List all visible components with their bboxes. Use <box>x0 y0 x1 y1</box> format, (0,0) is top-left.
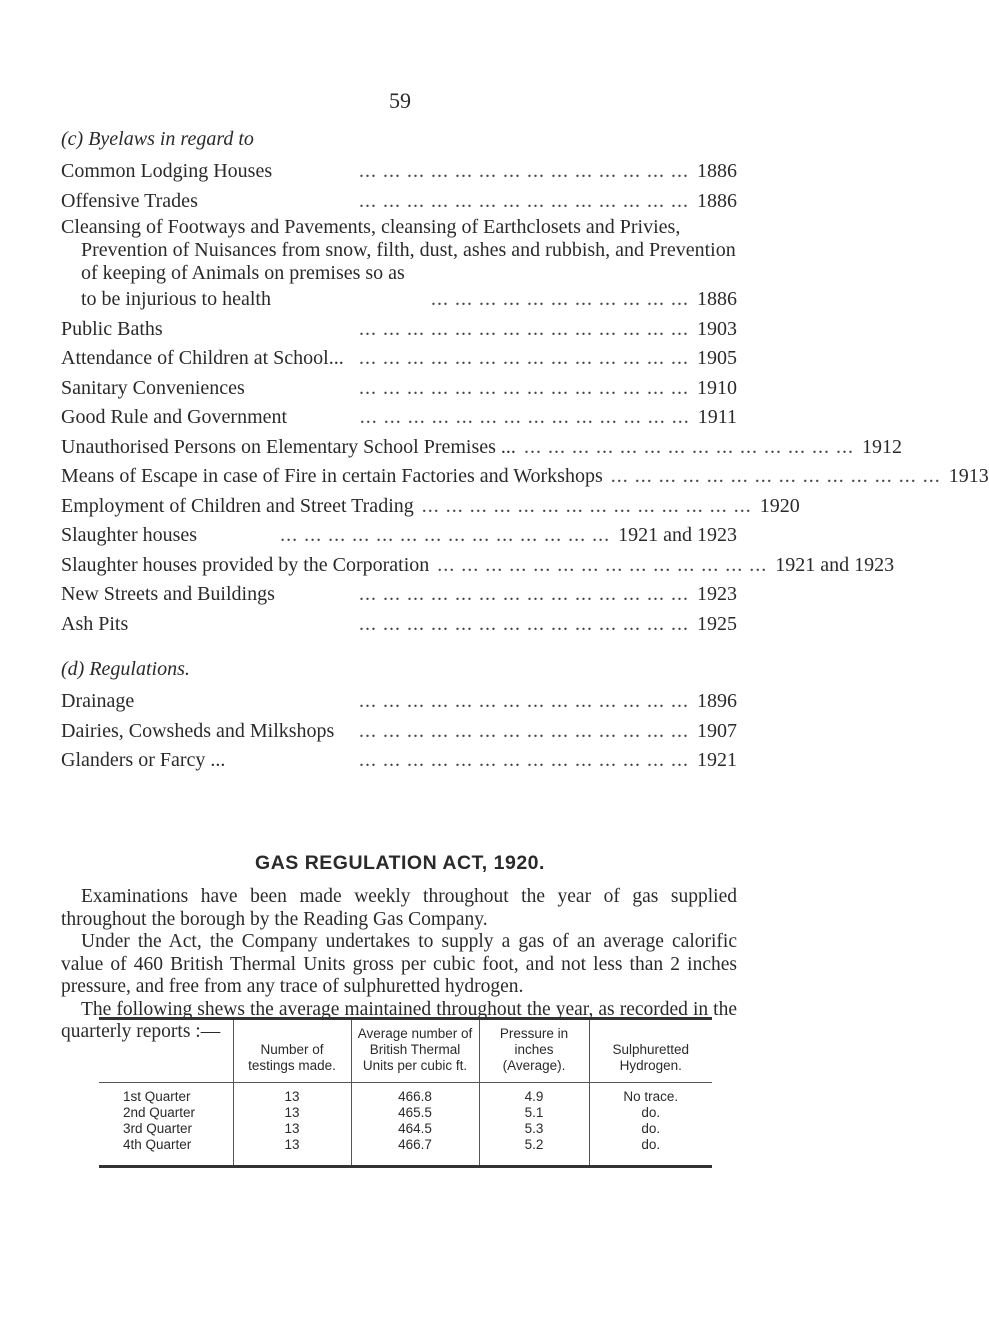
item-label: New Streets and Buildings <box>61 583 275 605</box>
thermal-units-cell: 464.5 <box>351 1121 479 1137</box>
leader-dots: ... ... ... ... ... ... ... ... ... ... ... ... ... ... <box>437 553 768 576</box>
list-item <box>61 403 737 433</box>
testings-cell: 13 <box>233 1105 351 1121</box>
table-row <box>99 1137 712 1167</box>
list-item <box>61 610 737 640</box>
item-year: 1920 <box>759 494 800 517</box>
table-row <box>99 1083 712 1106</box>
leader-dots: ... ... ... ... ... ... ... ... ... ... ... ... ... ... <box>280 524 611 546</box>
header-sulphuretted-hydrogen: Sulphuretted Hydrogen. <box>589 1019 712 1083</box>
item-year: 1913 <box>948 465 989 487</box>
quarter-cell: 1st Quarter <box>123 1089 191 1104</box>
byelaws-section <box>61 128 989 639</box>
quarter-cell: 2nd Quarter <box>123 1105 196 1120</box>
item-label: Drainage <box>61 690 135 712</box>
pressure-cell: 5.3 <box>479 1121 589 1137</box>
item-label: Glanders or Farcy ... <box>61 749 226 771</box>
item-label: Unauthorised Persons on Elementary School Premises ... <box>61 435 516 458</box>
list-item <box>61 521 737 551</box>
sulphuretted-hydrogen-cell: do. <box>589 1121 712 1137</box>
item-year: 1921 and 1923 <box>775 553 895 576</box>
table-row <box>99 1105 712 1121</box>
gas-paragraph-1: Examinations have been made weekly throughout the year of gas supplied throughout the borough by the Reading Gas Company. <box>61 886 737 930</box>
sulphuretted-hydrogen-cell: do. <box>589 1105 712 1121</box>
sulphuretted-hydrogen-cell: No trace. <box>589 1083 712 1106</box>
list-item <box>61 433 902 463</box>
header-thermal-units: Average number of British Thermal Units per cubic ft. <box>351 1019 479 1083</box>
testings-cell: 13 <box>233 1137 351 1167</box>
list-item <box>61 344 737 374</box>
leader-dots: ... ... ... ... ... ... ... ... ... ... ... <box>431 288 689 310</box>
gas-act-title: GAS REGULATION ACT, 1920. <box>255 852 545 874</box>
gas-table-wrapper <box>99 1017 712 1168</box>
gas-table <box>99 1017 712 1168</box>
item-year: 1923 <box>697 583 737 605</box>
leader-dots: ... ... ... ... ... ... ... ... ... ... ... ... ... ... <box>359 749 689 771</box>
leader-dots: ... ... ... ... ... ... ... ... ... ... ... ... ... ... <box>523 435 854 458</box>
item-label: Public Baths <box>61 317 163 340</box>
thermal-units-cell: 466.8 <box>351 1083 479 1106</box>
item-label: Slaughter houses <box>61 524 198 546</box>
item-label: Slaughter houses provided by the Corporation <box>61 553 430 576</box>
regulations-section <box>61 658 737 776</box>
leader-dots: ... ... ... ... ... ... ... ... ... ... ... ... ... ... <box>359 317 689 340</box>
list-item <box>61 551 895 581</box>
list-item <box>61 717 737 747</box>
item-year: 1905 <box>697 347 737 369</box>
item-year: 1886 <box>697 288 737 310</box>
leader-dots: ... ... ... ... ... ... ... ... ... ... ... ... ... ... <box>359 406 690 428</box>
item-label: Good Rule and Government <box>61 406 288 428</box>
table-row <box>99 1121 712 1137</box>
thermal-units-cell: 466.7 <box>351 1137 479 1167</box>
item-label: Attendance of Children at School... <box>61 347 344 369</box>
list-item <box>61 462 989 492</box>
header-blank <box>99 1019 233 1083</box>
list-item <box>61 374 737 404</box>
list-item <box>61 580 737 610</box>
page-number: 59 <box>389 88 411 113</box>
sulphuretted-hydrogen-cell: do. <box>589 1137 712 1167</box>
byelaws-heading: (c) Byelaws in regard to <box>61 128 254 150</box>
leader-dots: ... ... ... ... ... ... ... ... ... ... ... ... ... ... <box>359 376 689 399</box>
gas-paragraph-2: Under the Act, the Company undertakes to supply a gas of an average calorific value of 460 British Thermal Units gross per cubic foot, and not less than 2 inches pressure, and free from any trace of sulphuretted hydrogen. <box>61 931 737 997</box>
regulations-heading: (d) Regulations. <box>61 658 190 680</box>
item-label: Sanitary Conveniences <box>61 376 245 399</box>
leader-dots: ... ... ... ... ... ... ... ... ... ... ... ... ... ... <box>359 160 689 182</box>
item-label: Common Lodging Houses <box>61 160 273 182</box>
item-year: 1921 and 1923 <box>618 524 737 546</box>
pressure-cell: 5.2 <box>479 1137 589 1167</box>
item-label: Employment of Children and Street Trading <box>61 494 414 517</box>
item-label-continued: to be injurious to health <box>81 288 271 310</box>
item-year: 1907 <box>697 719 737 742</box>
list-item <box>61 746 737 776</box>
byelaws-list <box>61 157 989 639</box>
pressure-cell: 4.9 <box>479 1083 589 1106</box>
item-label: Ash Pits <box>61 612 129 635</box>
item-year: 1911 <box>697 406 737 428</box>
leader-dots: ... ... ... ... ... ... ... ... ... ... ... ... ... ... <box>359 690 689 712</box>
leader-dots: ... ... ... ... ... ... ... ... ... ... ... ... ... ... <box>610 465 941 487</box>
leader-dots: ... ... ... ... ... ... ... ... ... ... ... ... ... ... <box>359 583 689 605</box>
thermal-units-cell: 465.5 <box>351 1105 479 1121</box>
list-item <box>61 157 737 187</box>
gas-paragraph-3: The following shews the average maintained throughout the year, as recorded in the quarterly reports :— <box>61 998 737 1042</box>
list-item <box>61 492 800 522</box>
item-year: 1886 <box>697 160 737 182</box>
leader-dots: ... ... ... ... ... ... ... ... ... ... ... ... ... ... <box>359 189 689 212</box>
item-year: 1912 <box>861 435 902 458</box>
item-year: 1925 <box>697 612 737 635</box>
leader-dots: ... ... ... ... ... ... ... ... ... ... ... ... ... ... <box>359 347 689 369</box>
leader-dots: ... ... ... ... ... ... ... ... ... ... ... ... ... ... <box>359 719 689 742</box>
pressure-cell: 5.1 <box>479 1105 589 1121</box>
item-label: Offensive Trades <box>61 189 198 212</box>
regulations-list <box>61 687 737 776</box>
gas-table-header-row <box>99 1019 712 1083</box>
list-item <box>61 187 737 217</box>
item-label: Cleansing of Footways and Pavements, cleansing of Earthclosets and Privies, Prevention of Nuisances from snow, filth, dust, ashes and rubbish, and Prevention of keeping of Animals on premises so as <box>61 216 736 284</box>
list-item <box>61 216 737 315</box>
item-year: 1886 <box>697 189 737 212</box>
leader-dots: ... ... ... ... ... ... ... ... ... ... ... ... ... ... <box>421 494 752 517</box>
item-label: Dairies, Cowsheds and Milkshops <box>61 719 335 742</box>
testings-cell: 13 <box>233 1121 351 1137</box>
item-year: 1896 <box>697 690 737 712</box>
item-year: 1903 <box>697 317 737 340</box>
quarter-cell: 4th Quarter <box>123 1137 192 1152</box>
leader-dots: ... ... ... ... ... ... ... ... ... ... ... ... ... ... <box>359 612 689 635</box>
list-item <box>61 687 737 717</box>
quarter-cell: 3rd Quarter <box>123 1121 193 1136</box>
item-year: 1910 <box>697 376 737 399</box>
testings-cell: 13 <box>233 1083 351 1106</box>
header-testings: Number of testings made. <box>233 1019 351 1083</box>
header-pressure: Pressure in inches (Average). <box>479 1019 589 1083</box>
item-label: Means of Escape in case of Fire in certain Factories and Workshops <box>61 465 603 487</box>
list-item <box>61 315 737 345</box>
item-year: 1921 <box>697 749 737 771</box>
